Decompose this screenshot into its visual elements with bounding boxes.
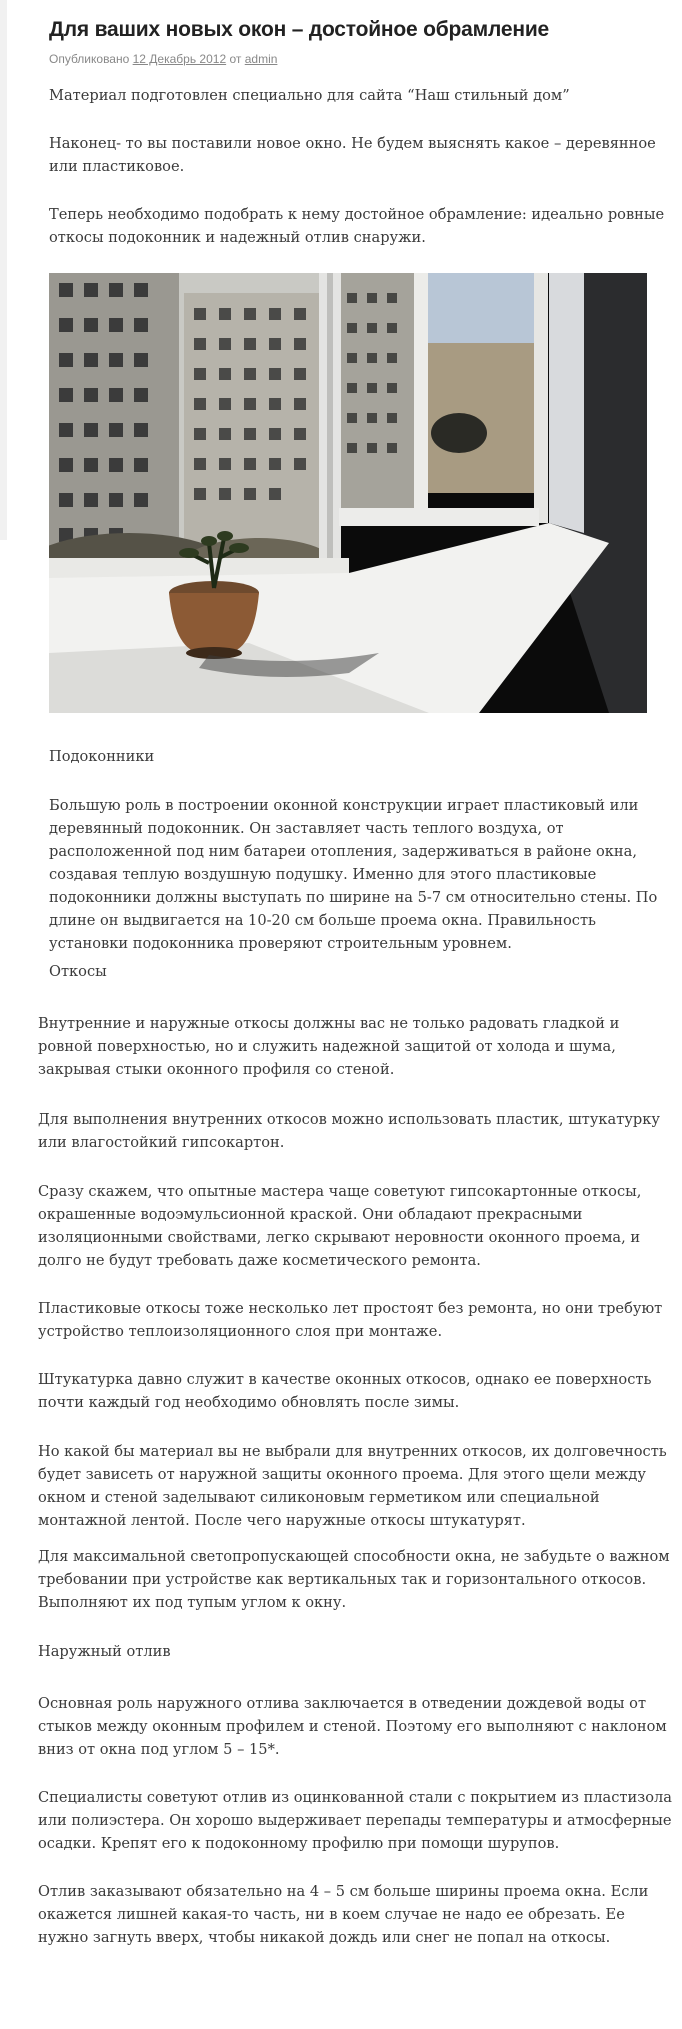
post-title[interactable]: Для ваших новых окон – достойное обрамление — [49, 18, 550, 41]
paragraph: Основная роль наружного отлива заключается в отведении дождевой воды от стыков между оконным профилем и стеной. Поэтому его выполняют с наклоном вниз от окна под углом 5 – 15*. — [38, 1695, 667, 1758]
paragraph: Сразу скажем, что опытные мастера чаще советуют гипсокартонные откосы, окрашенные водоэмульсионной краской. Они обладают прекрасными изоляционными свойствами, легко скрывают неровности оконного проема, и долго не будут требовать даже косметического ремонта. — [38, 1183, 642, 1269]
paragraph: Наконец- то вы поставили новое окно. Не будем выяснять какое – деревянное или пластиковое. — [49, 135, 656, 175]
paragraph: Пластиковые откосы тоже несколько лет простоят без ремонта, но они требуют устройство теплоизоляционного слоя при монтаже. — [38, 1300, 663, 1340]
paragraph: Но какой бы материал вы не выбрали для внутренних откосов, их долговечность будет зависеть от наружной защиты оконного проема. Для этого щели между окном и стеной заделывают силиконовым герметиком или специальной монтажной лентой. После чего наружные откосы штукатурят. — [38, 1443, 667, 1529]
section-heading-drip: Наружный отлив — [38, 1643, 171, 1660]
section-heading-sills: Подоконники — [49, 748, 155, 765]
paragraph: Внутренние и наружные откосы должны вас не только радовать гладкой и ровной поверхностью, но и служить надежной защитой от холода и шума, закрывая стыки оконного профиля со стеной. — [38, 1015, 620, 1078]
by-label: от — [229, 52, 242, 66]
left-rail — [0, 0, 7, 540]
intro-paragraph: Материал подготовлен специально для сайта “Наш стильный дом” — [49, 87, 570, 104]
paragraph: Для максимальной светопропускающей способности окна, не забудьте о важном требовании при устройстве как вертикальных так и горизонтального откосов. Выполняют их под тупым углом к окну. — [38, 1548, 670, 1611]
paragraph: Для выполнения внутренних откосов можно использовать пластик, штукатурку или влагостойкий гипсокартон. — [38, 1111, 660, 1151]
author-link[interactable]: admin — [244, 52, 278, 66]
paragraph: Специалисты советуют отлив из оцинкованной стали с покрытием из пластизола или полиэстера. Он хорошо выдерживает перепады температуры и атмосферные осадки. Крепят его к подоконному профилю при помощи шурупов. — [38, 1789, 672, 1852]
published-label: Опубликовано — [49, 52, 130, 66]
post-date-link[interactable]: 12 Декабрь 2012 — [132, 52, 227, 66]
paragraph: Отлив заказывают обязательно на 4 – 5 см больше ширины проема окна. Если окажется лишней какая-то часть, ни в коем случае не надо ее обрезать. Ее нужно загнуть вверх, чтобы никакой дождь или снег не попал на откосы. — [38, 1883, 649, 1946]
paragraph: Теперь необходимо подобрать к нему достойное обрамление: идеально ровные откосы подоконник и надежный отлив снаружи. — [49, 206, 665, 246]
post-meta — [49, 52, 277, 66]
paragraph: Большую роль в построении оконной конструкции играет пластиковый или деревянный подоконник. Он заставляет часть теплого воздуха, от расположенной под ним батареи отопления, задерживаться в районе окна, создавая теплую воздушную подушку. Именно для этого пластиковые подоконники должны выступать по ширине на 5-7 см относительно стены. По длине он выдвигается на 10-20 см больше проема окна. Правильность установки подоконника проверяют строительным уровнем. — [49, 797, 658, 952]
window-photo — [49, 273, 647, 713]
paragraph: Штукатурка давно служит в качестве оконных откосов, однако ее поверхность почти каждый год необходимо обновлять после зимы. — [38, 1371, 652, 1411]
section-heading-slopes: Откосы — [49, 963, 107, 980]
